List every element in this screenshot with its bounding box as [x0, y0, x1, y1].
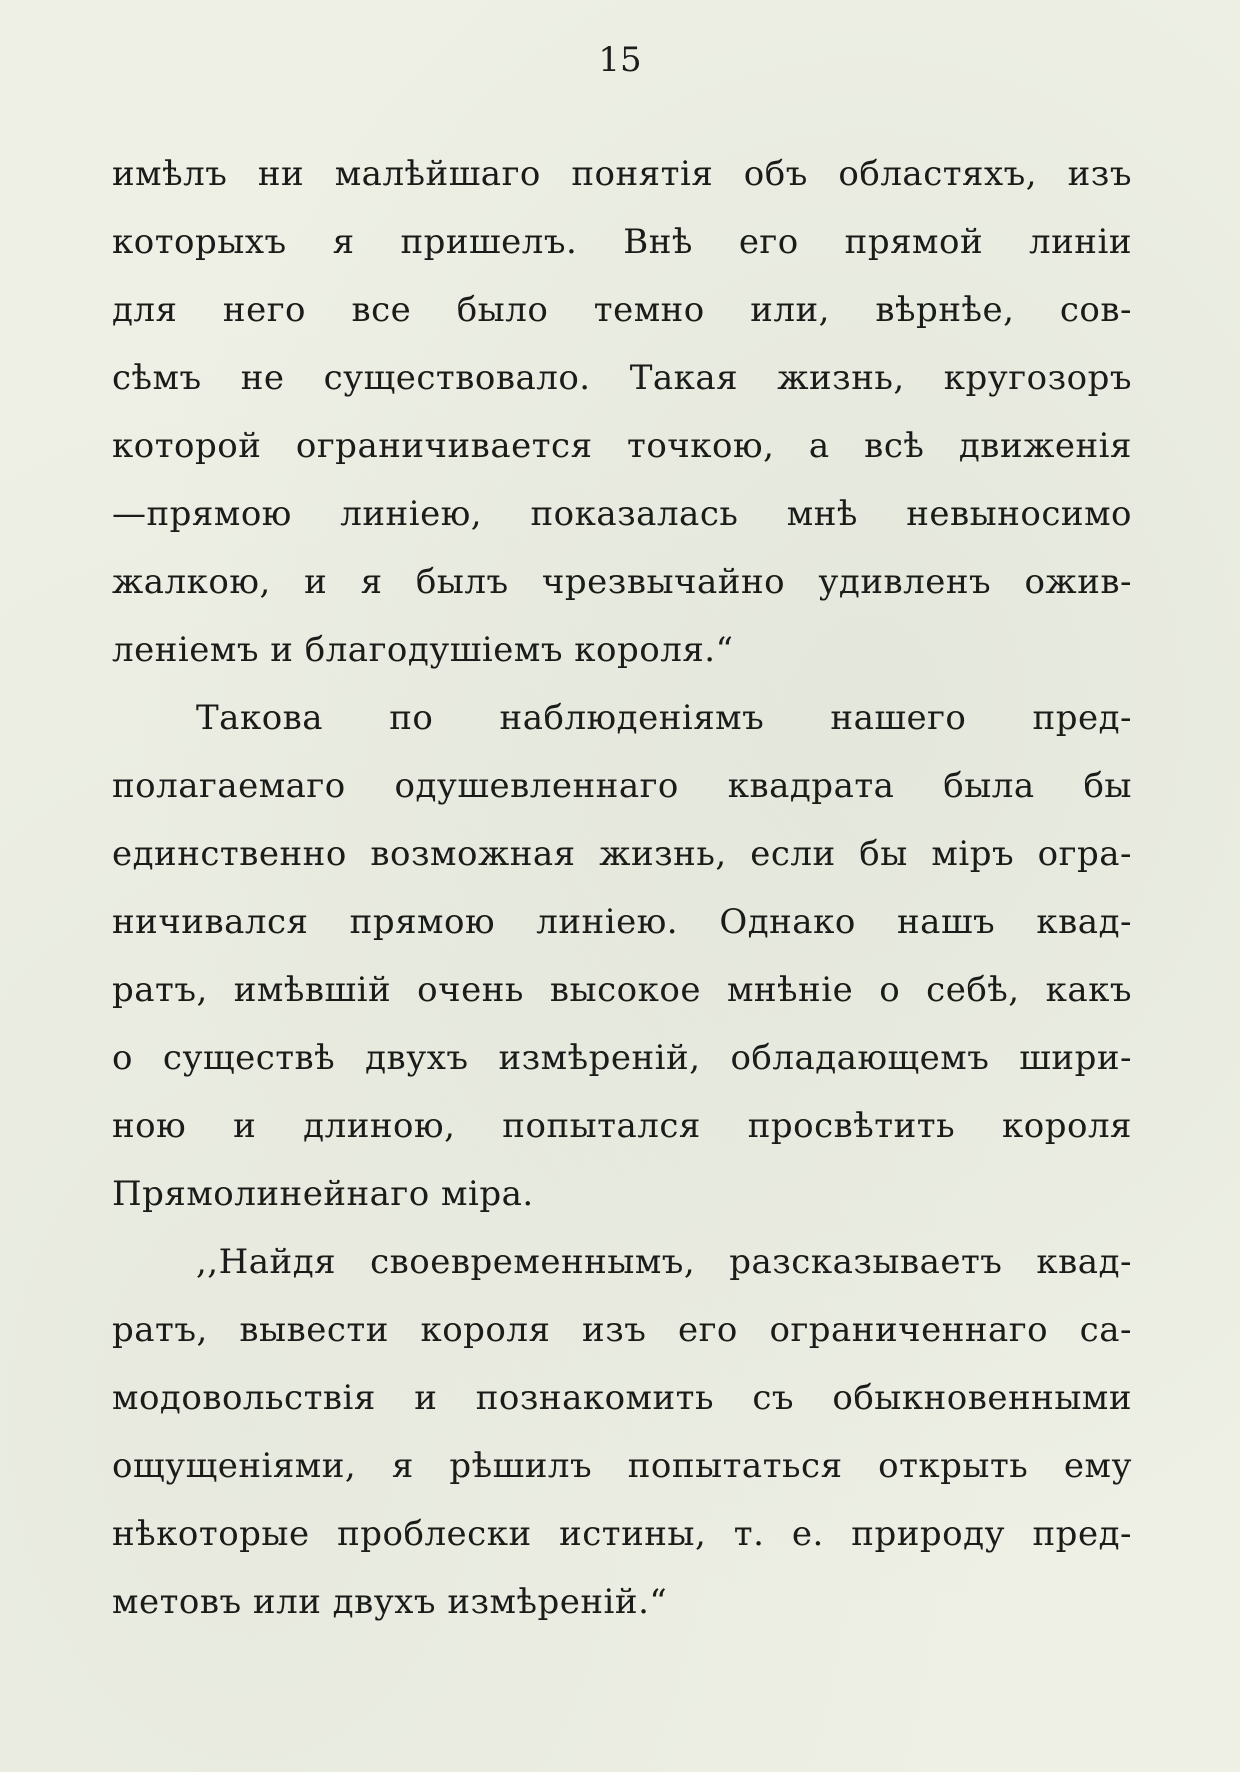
text-line: которыхъ я пришелъ. Внѣ его прямой линіи — [112, 222, 1132, 262]
paragraph-start-line: Такова по наблюденіямъ нашего пред- — [196, 698, 1132, 738]
text-line: ощущеніями, я рѣшилъ попытаться открыть ему — [112, 1446, 1132, 1486]
text-line: полагаемаго одушевленнаго квадрата была бы — [112, 766, 1132, 806]
paragraph-end-line: леніемъ и благодушіемъ короля.“ — [112, 630, 734, 670]
text-line: которой ограничивается точкою, а всѣ движенія — [112, 426, 1132, 466]
paragraph-end-line: Прямолинейнаго міра. — [112, 1174, 534, 1214]
text-line: ничивался прямою линіею. Однако нашъ квад- — [112, 902, 1132, 942]
text-line: о существѣ двухъ измѣреній, обладающемъ шири- — [112, 1038, 1132, 1078]
text-line: имѣлъ ни малѣйшаго понятія объ областяхъ, изъ — [112, 154, 1132, 194]
text-line: сѣмъ не существовало. Такая жизнь, кругозоръ — [112, 358, 1132, 398]
text-line: модовольствія и познакомить съ обыкновенными — [112, 1378, 1132, 1418]
text-line: нѣкоторые проблески истины, т. е. природу пред- — [112, 1514, 1132, 1554]
body-text — [112, 140, 1132, 1636]
paragraph-end-line: метовъ или двухъ измѣреній.“ — [112, 1582, 668, 1622]
text-line: ратъ, имѣвшій очень высокое мнѣніе о себѣ, какъ — [112, 970, 1132, 1010]
paragraph-start-line: ,,Найдя своевременнымъ, разсказываетъ квад- — [196, 1242, 1132, 1282]
text-line: жалкою, и я былъ чрезвычайно удивленъ ожив- — [112, 562, 1132, 602]
text-line: ною и длиною, попытался просвѣтить короля — [112, 1106, 1132, 1146]
text-line: для него все было темно или, вѣрнѣе, сов- — [112, 290, 1132, 330]
text-line: единственно возможная жизнь, если бы міръ огра- — [112, 834, 1132, 874]
page-number: 15 — [598, 40, 642, 80]
text-line: —прямою линіею, показалась мнѣ невыносимо — [112, 494, 1132, 534]
text-line: ратъ, вывести короля изъ его ограниченнаго са- — [112, 1310, 1132, 1350]
